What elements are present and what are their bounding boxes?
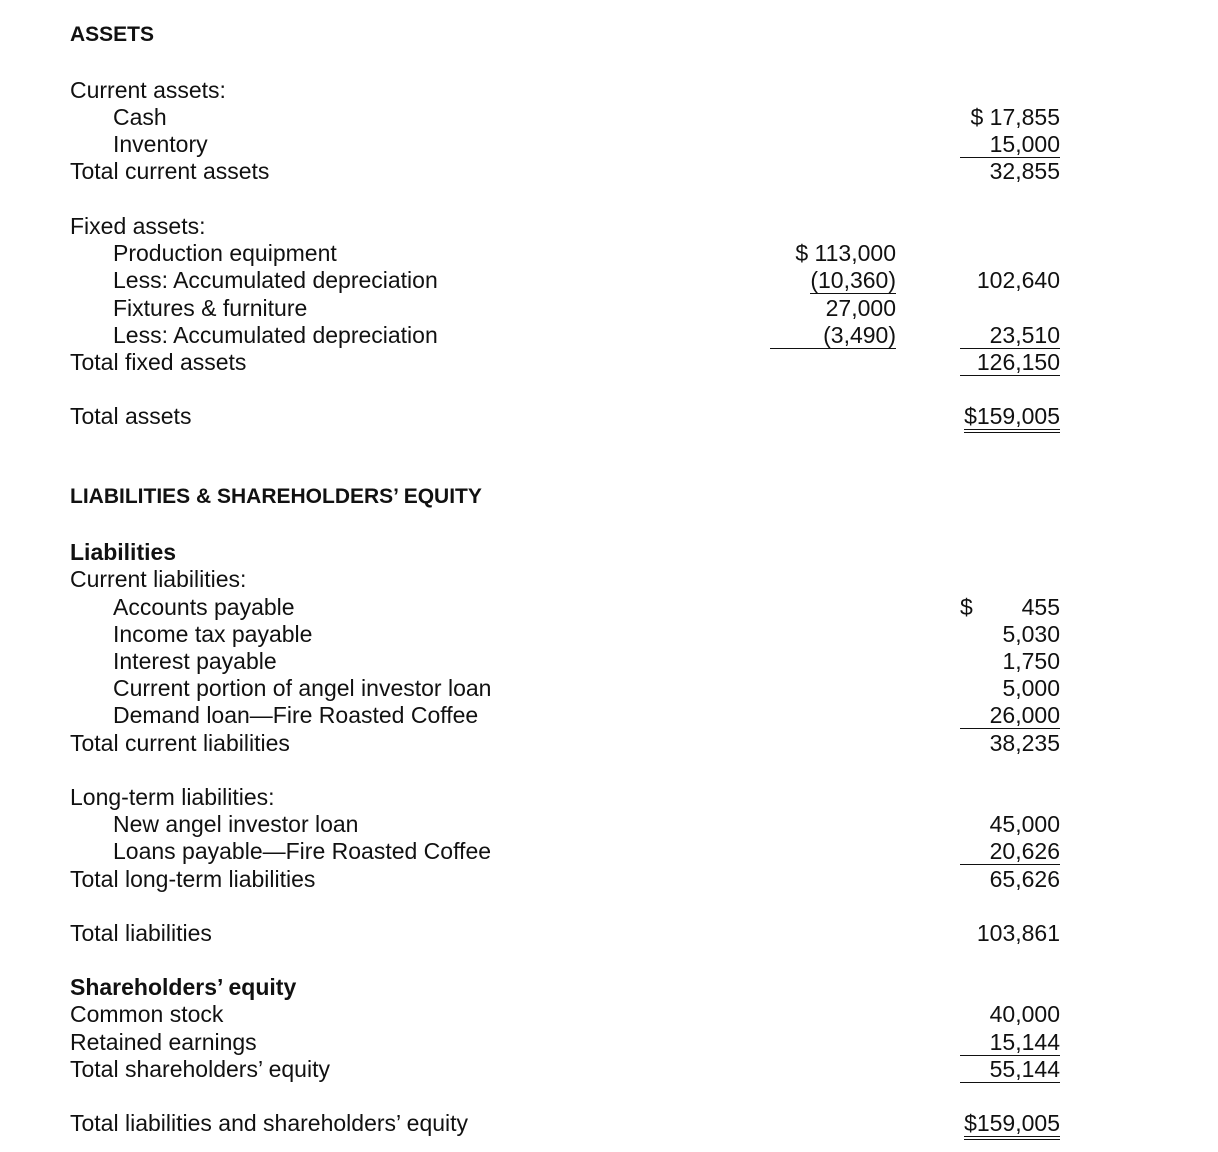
new-angel-loan-amount: 45,000 xyxy=(989,811,1060,837)
liabilities-heading: Liabilities xyxy=(70,539,177,565)
loans-payable-label: Loans payable—Fire Roasted Coffee xyxy=(113,838,492,864)
income-tax-payable-amount: 5,030 xyxy=(1002,621,1060,647)
equity-heading: Shareholders’ equity xyxy=(70,974,297,1000)
cash-label: Cash xyxy=(113,104,167,130)
current-liabilities-label: Current liabilities: xyxy=(70,566,247,592)
accum-depreciation-2-amount: 23,510 xyxy=(960,322,1060,349)
inventory-amount: 15,000 xyxy=(960,131,1060,158)
total-long-term-liabilities-label: Total long-term liabilities xyxy=(70,866,316,892)
accum-depreciation-1-value: (10,360) xyxy=(810,267,896,293)
inventory-label: Inventory xyxy=(113,131,208,157)
fixtures-furniture-sub: 27,000 xyxy=(825,295,896,321)
accounts-payable-value: 455 xyxy=(1021,594,1060,620)
angel-loan-current-label: Current portion of angel investor loan xyxy=(113,675,492,701)
total-liabilities-amount: 103,861 xyxy=(976,920,1060,946)
fixtures-furniture-label: Fixtures & furniture xyxy=(113,295,308,321)
accounts-payable-dollar: $ xyxy=(960,594,973,620)
total-current-assets-label: Total current assets xyxy=(70,158,270,184)
total-assets-value: $159,005 xyxy=(964,403,1060,433)
angel-loan-current-amount: 5,000 xyxy=(1002,675,1060,701)
accounts-payable-label: Accounts payable xyxy=(113,594,295,620)
grand-total-value: $159,005 xyxy=(964,1110,1060,1140)
accum-depreciation-1-amount: 102,640 xyxy=(976,267,1060,293)
accum-depreciation-1-sub xyxy=(770,267,896,293)
grand-total-amount xyxy=(960,1110,1060,1136)
total-fixed-assets-amount: 126,150 xyxy=(960,349,1060,376)
demand-loan-amount: 26,000 xyxy=(960,702,1060,729)
accum-depreciation-2-sub: (3,490) xyxy=(770,322,896,349)
assets-heading: ASSETS xyxy=(70,23,155,46)
total-fixed-assets-label: Total fixed assets xyxy=(70,349,247,375)
total-equity-label: Total shareholders’ equity xyxy=(70,1056,330,1082)
common-stock-label: Common stock xyxy=(70,1001,224,1027)
long-term-liabilities-label: Long-term liabilities: xyxy=(70,784,275,810)
liabilities-equity-heading: LIABILITIES & SHAREHOLDERS’ EQUITY xyxy=(70,485,482,508)
total-assets-amount xyxy=(960,403,1060,429)
retained-earnings-amount: 15,144 xyxy=(960,1029,1060,1056)
total-current-assets-amount: 32,855 xyxy=(989,158,1060,184)
interest-payable-amount: 1,750 xyxy=(1002,648,1060,674)
new-angel-loan-label: New angel investor loan xyxy=(113,811,359,837)
fixed-assets-label: Fixed assets: xyxy=(70,213,206,239)
accum-depreciation-1-label: Less: Accumulated depreciation xyxy=(113,267,438,293)
total-current-liabilities-amount: 38,235 xyxy=(989,730,1060,756)
production-equipment-label: Production equipment xyxy=(113,240,337,266)
accounts-payable-amount xyxy=(960,594,1060,620)
total-assets-label: Total assets xyxy=(70,403,192,429)
current-assets-label: Current assets: xyxy=(70,77,226,103)
grand-total-label: Total liabilities and shareholders’ equity xyxy=(70,1110,469,1136)
common-stock-amount: 40,000 xyxy=(989,1001,1060,1027)
interest-payable-label: Interest payable xyxy=(113,648,277,674)
total-equity-amount: 55,144 xyxy=(960,1056,1060,1083)
demand-loan-label: Demand loan—Fire Roasted Coffee xyxy=(113,702,479,728)
cash-amount: $ 17,855 xyxy=(970,104,1060,130)
production-equipment-sub: $ 113,000 xyxy=(795,240,896,266)
loans-payable-amount: 20,626 xyxy=(960,838,1060,865)
retained-earnings-label: Retained earnings xyxy=(70,1029,257,1055)
total-liabilities-label: Total liabilities xyxy=(70,920,212,946)
total-current-liabilities-label: Total current liabilities xyxy=(70,730,290,756)
income-tax-payable-label: Income tax payable xyxy=(113,621,313,647)
accum-depreciation-2-label: Less: Accumulated depreciation xyxy=(113,322,438,348)
total-long-term-liabilities-amount: 65,626 xyxy=(989,866,1060,892)
